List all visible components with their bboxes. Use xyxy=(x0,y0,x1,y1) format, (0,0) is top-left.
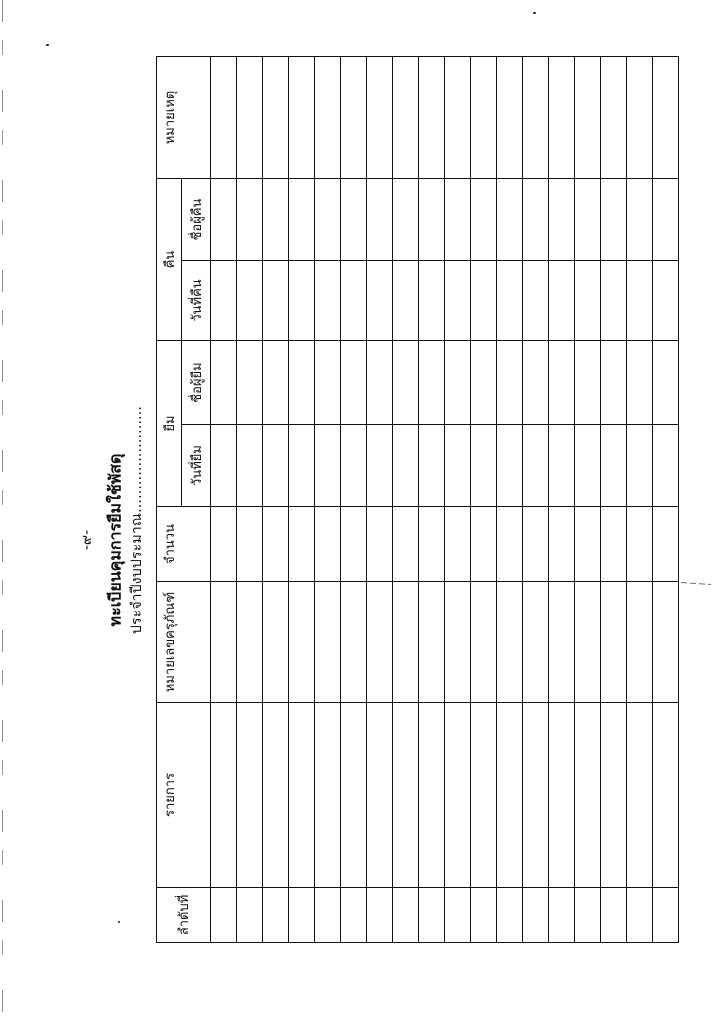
table-cell[interactable] xyxy=(341,582,367,703)
header-item: รายการ xyxy=(157,703,182,888)
table-cell[interactable] xyxy=(419,888,445,943)
table-cell[interactable] xyxy=(445,341,471,425)
table-cell[interactable] xyxy=(653,582,679,703)
table-cell[interactable] xyxy=(393,582,419,703)
table-row xyxy=(419,57,445,943)
form-title: ทะเบียนคุมการยืมใช้พัสดุ xyxy=(105,453,125,627)
table-cell[interactable] xyxy=(419,425,445,507)
table-cell[interactable] xyxy=(549,888,575,943)
table-row xyxy=(627,57,653,943)
table-cell[interactable] xyxy=(523,57,549,179)
table-cell[interactable] xyxy=(419,507,445,582)
table-cell[interactable] xyxy=(211,582,237,703)
table-cell[interactable] xyxy=(289,425,315,507)
table-cell[interactable] xyxy=(237,888,263,943)
table-cell[interactable] xyxy=(393,261,419,341)
table-cell[interactable] xyxy=(289,582,315,703)
table-cell[interactable] xyxy=(523,888,549,943)
table-cell[interactable] xyxy=(523,261,549,341)
table-cell[interactable] xyxy=(211,888,237,943)
table-cell[interactable] xyxy=(315,582,341,703)
table-cell[interactable] xyxy=(289,341,315,425)
table-cell[interactable] xyxy=(237,341,263,425)
table-cell[interactable] xyxy=(393,57,419,179)
table-cell[interactable] xyxy=(211,261,237,341)
table-cell[interactable] xyxy=(393,179,419,261)
table-cell[interactable] xyxy=(393,507,419,582)
table-cell[interactable] xyxy=(575,582,601,703)
table-cell[interactable] xyxy=(341,507,367,582)
table-row xyxy=(289,57,315,943)
table-cell[interactable] xyxy=(653,507,679,582)
table-cell[interactable] xyxy=(263,341,289,425)
table-cell[interactable] xyxy=(393,703,419,888)
table-cell[interactable] xyxy=(419,582,445,703)
table-cell[interactable] xyxy=(471,57,497,179)
header-borrow: ยืม xyxy=(157,341,182,507)
table-cell[interactable] xyxy=(341,179,367,261)
table-cell[interactable] xyxy=(471,425,497,507)
table-cell[interactable] xyxy=(497,179,523,261)
table-cell[interactable] xyxy=(497,57,523,179)
table-cell[interactable] xyxy=(419,261,445,341)
header-asset-no-cont xyxy=(182,582,211,703)
table-cell[interactable] xyxy=(315,703,341,888)
table-cell[interactable] xyxy=(263,888,289,943)
table-cell[interactable] xyxy=(211,179,237,261)
table-cell[interactable] xyxy=(445,507,471,582)
table-cell[interactable] xyxy=(627,341,653,425)
table-cell[interactable] xyxy=(653,261,679,341)
ledger-table-frame xyxy=(156,57,670,943)
table-cell[interactable] xyxy=(237,57,263,179)
table-cell[interactable] xyxy=(575,57,601,179)
header-quantity: จำนวน xyxy=(157,507,182,582)
table-cell[interactable] xyxy=(341,341,367,425)
table-cell[interactable] xyxy=(601,425,627,507)
table-cell[interactable] xyxy=(211,425,237,507)
table-cell[interactable] xyxy=(237,703,263,888)
table-cell[interactable] xyxy=(367,261,393,341)
table-row xyxy=(237,57,263,943)
subheader-borrower-name: ชื่อผู้ยืม xyxy=(182,341,211,425)
table-row xyxy=(471,57,497,943)
table-row xyxy=(523,57,549,943)
subheader-returner-name: ชื่อผู้คืน xyxy=(182,179,211,261)
table-cell[interactable] xyxy=(601,57,627,179)
table-cell[interactable] xyxy=(315,261,341,341)
header-remarks-cont xyxy=(182,57,211,179)
table-cell[interactable] xyxy=(601,179,627,261)
table-cell[interactable] xyxy=(341,261,367,341)
table-cell[interactable] xyxy=(523,582,549,703)
table-cell[interactable] xyxy=(445,179,471,261)
table-cell[interactable] xyxy=(211,341,237,425)
table-cell[interactable] xyxy=(627,179,653,261)
table-cell[interactable] xyxy=(367,507,393,582)
scan-dash-artifact xyxy=(681,582,711,585)
table-cell[interactable] xyxy=(367,341,393,425)
table-cell[interactable] xyxy=(497,261,523,341)
table-cell[interactable] xyxy=(367,703,393,888)
table-cell[interactable] xyxy=(315,341,341,425)
table-cell[interactable] xyxy=(445,425,471,507)
table-cell[interactable] xyxy=(445,582,471,703)
table-cell[interactable] xyxy=(549,703,575,888)
table-cell[interactable] xyxy=(289,888,315,943)
table-cell[interactable] xyxy=(419,341,445,425)
table-cell[interactable] xyxy=(601,888,627,943)
table-cell[interactable] xyxy=(289,179,315,261)
header-remarks: หมายเหตุ xyxy=(157,57,182,179)
table-cell[interactable] xyxy=(289,57,315,179)
table-cell[interactable] xyxy=(263,582,289,703)
table-cell[interactable] xyxy=(445,703,471,888)
table-cell[interactable] xyxy=(549,341,575,425)
table-cell[interactable] xyxy=(419,703,445,888)
table-cell[interactable] xyxy=(315,179,341,261)
scan-speck xyxy=(118,921,120,923)
table-cell[interactable] xyxy=(653,57,679,179)
table-cell[interactable] xyxy=(523,507,549,582)
table-cell[interactable] xyxy=(367,888,393,943)
table-row xyxy=(263,57,289,943)
table-cell[interactable] xyxy=(497,703,523,888)
table-cell[interactable] xyxy=(653,703,679,888)
table-cell[interactable] xyxy=(341,888,367,943)
table-cell[interactable] xyxy=(575,179,601,261)
table-cell[interactable] xyxy=(497,507,523,582)
table-cell[interactable] xyxy=(289,261,315,341)
table-cell[interactable] xyxy=(627,888,653,943)
table-cell[interactable] xyxy=(549,261,575,341)
table-row xyxy=(653,57,679,943)
table-cell[interactable] xyxy=(237,507,263,582)
scan-speck xyxy=(46,44,49,46)
table-cell[interactable] xyxy=(523,425,549,507)
table-cell[interactable] xyxy=(549,425,575,507)
table-cell[interactable] xyxy=(549,507,575,582)
table-cell[interactable] xyxy=(471,261,497,341)
table-cell[interactable] xyxy=(367,425,393,507)
borrow-ledger-table xyxy=(156,56,679,943)
table-cell[interactable] xyxy=(393,341,419,425)
table-cell[interactable] xyxy=(575,888,601,943)
table-cell[interactable] xyxy=(601,507,627,582)
table-cell[interactable] xyxy=(211,57,237,179)
header-asset-no: หมายเลขครุภัณฑ์ xyxy=(157,582,182,703)
table-cell[interactable] xyxy=(211,703,237,888)
table-cell[interactable] xyxy=(601,341,627,425)
table-cell[interactable] xyxy=(237,425,263,507)
table-cell[interactable] xyxy=(289,703,315,888)
table-cell[interactable] xyxy=(367,57,393,179)
table-row xyxy=(315,57,341,943)
table-cell[interactable] xyxy=(601,261,627,341)
table-cell[interactable] xyxy=(237,261,263,341)
table-cell[interactable] xyxy=(627,425,653,507)
table-cell[interactable] xyxy=(263,703,289,888)
table-cell[interactable] xyxy=(627,582,653,703)
table-cell[interactable] xyxy=(575,341,601,425)
table-cell[interactable] xyxy=(445,57,471,179)
table-cell[interactable] xyxy=(627,507,653,582)
table-cell[interactable] xyxy=(653,341,679,425)
table-row xyxy=(341,57,367,943)
header-item-cont xyxy=(182,703,211,888)
table-cell[interactable] xyxy=(419,179,445,261)
table-row xyxy=(211,57,237,943)
table-cell[interactable] xyxy=(393,425,419,507)
table-cell[interactable] xyxy=(263,425,289,507)
ledger-table-area xyxy=(156,57,670,943)
table-row xyxy=(367,57,393,943)
table-cell[interactable] xyxy=(263,261,289,341)
table-cell[interactable] xyxy=(601,703,627,888)
header-return: คืน xyxy=(157,179,182,341)
table-cell[interactable] xyxy=(497,888,523,943)
table-cell[interactable] xyxy=(419,57,445,179)
table-row xyxy=(393,57,419,943)
table-cell[interactable] xyxy=(471,582,497,703)
table-cell[interactable] xyxy=(549,582,575,703)
table-cell[interactable] xyxy=(653,425,679,507)
table-cell[interactable] xyxy=(289,507,315,582)
table-cell[interactable] xyxy=(471,888,497,943)
table-cell[interactable] xyxy=(549,179,575,261)
header-seq: ลำดับที่ xyxy=(157,888,211,943)
subheader-borrow-date: วันที่ยืม xyxy=(182,425,211,507)
table-cell[interactable] xyxy=(367,582,393,703)
table-cell[interactable] xyxy=(601,582,627,703)
table-cell[interactable] xyxy=(237,179,263,261)
table-cell[interactable] xyxy=(523,341,549,425)
table-cell[interactable] xyxy=(627,703,653,888)
scan-speck xyxy=(533,12,536,14)
table-cell[interactable] xyxy=(575,261,601,341)
table-cell[interactable] xyxy=(263,179,289,261)
table-row xyxy=(601,57,627,943)
table-cell[interactable] xyxy=(341,703,367,888)
table-cell[interactable] xyxy=(497,425,523,507)
table-cell[interactable] xyxy=(315,57,341,179)
subheader-return-date: วันที่คืน xyxy=(182,261,211,341)
table-cell[interactable] xyxy=(471,703,497,888)
table-cell[interactable] xyxy=(497,582,523,703)
table-cell[interactable] xyxy=(471,507,497,582)
table-cell[interactable] xyxy=(367,179,393,261)
header-quantity-cont xyxy=(182,507,211,582)
table-cell[interactable] xyxy=(575,703,601,888)
table-cell[interactable] xyxy=(471,341,497,425)
table-cell[interactable] xyxy=(237,582,263,703)
table-row xyxy=(575,57,601,943)
page-number: -๙- xyxy=(79,529,95,551)
scan-edge-artifact xyxy=(2,0,3,1024)
table-cell[interactable] xyxy=(627,261,653,341)
table-cell[interactable] xyxy=(393,888,419,943)
table-cell[interactable] xyxy=(445,888,471,943)
table-cell[interactable] xyxy=(549,57,575,179)
table-cell[interactable] xyxy=(315,507,341,582)
table-cell[interactable] xyxy=(523,179,549,261)
table-cell[interactable] xyxy=(653,888,679,943)
table-cell[interactable] xyxy=(445,261,471,341)
table-row xyxy=(549,57,575,943)
table-cell[interactable] xyxy=(471,179,497,261)
table-cell[interactable] xyxy=(341,425,367,507)
table-row xyxy=(445,57,471,943)
table-cell[interactable] xyxy=(627,57,653,179)
table-cell[interactable] xyxy=(315,888,341,943)
table-cell[interactable] xyxy=(341,57,367,179)
table-cell[interactable] xyxy=(575,507,601,582)
table-cell[interactable] xyxy=(315,425,341,507)
table-cell[interactable] xyxy=(211,507,237,582)
table-cell[interactable] xyxy=(523,703,549,888)
table-row xyxy=(497,57,523,943)
table-cell[interactable] xyxy=(263,507,289,582)
table-cell[interactable] xyxy=(653,179,679,261)
table-cell[interactable] xyxy=(497,341,523,425)
fiscal-year-line: ประจำปีงบประมาณ....................... xyxy=(129,405,145,635)
table-cell[interactable] xyxy=(575,425,601,507)
table-cell[interactable] xyxy=(263,57,289,179)
